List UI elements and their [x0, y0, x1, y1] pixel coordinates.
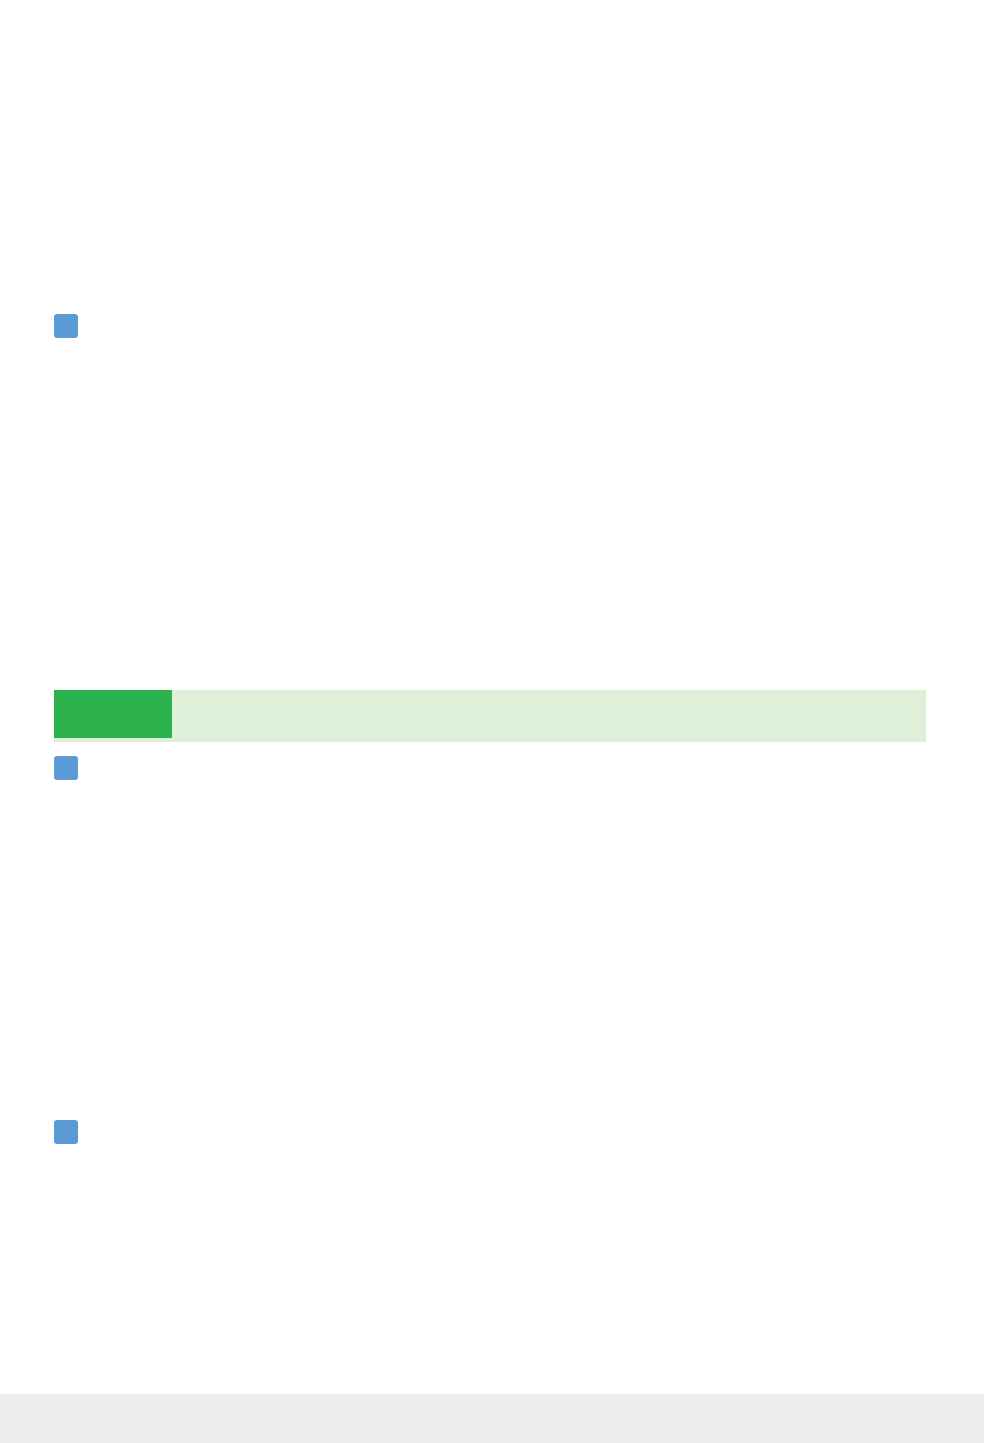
section-number-badge	[54, 756, 78, 780]
section-3-heading	[54, 312, 80, 340]
section-number-badge	[54, 314, 78, 338]
section-1-heading	[54, 754, 80, 782]
viewer-bottom-strip	[0, 1394, 984, 1443]
section-2-heading	[54, 1118, 80, 1146]
unit-tag	[54, 690, 172, 738]
section-number-badge	[54, 1120, 78, 1144]
unit-banner	[54, 690, 926, 742]
